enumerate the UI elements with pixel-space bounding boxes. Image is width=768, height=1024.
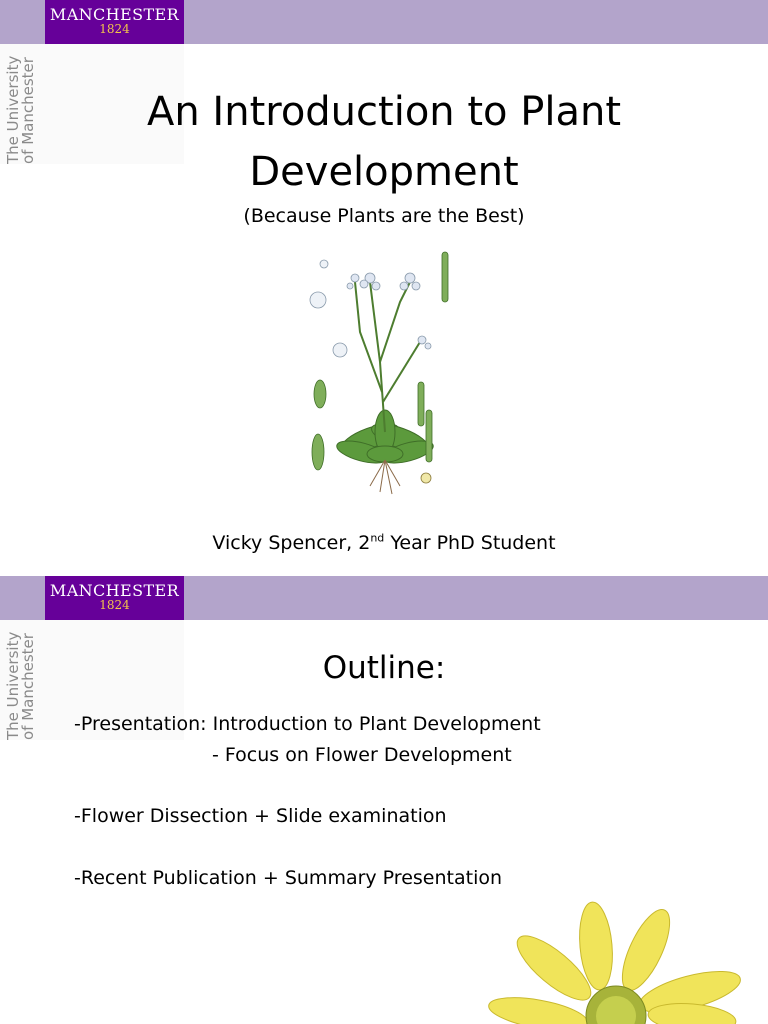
slide-2 (0, 576, 768, 1024)
university-line-1: The University (4, 55, 22, 164)
logo-name: MANCHESTER (49, 5, 180, 24)
slide-title: An Introduction to Plant Development (146, 89, 622, 195)
logo-year: 1824 (99, 598, 130, 612)
yellow-flower-photo (470, 892, 768, 1024)
outline-subitem: - Focus on Flower Development (212, 744, 512, 766)
outline-item: -Presentation: Introduction to Plant Development (74, 713, 541, 735)
university-line-1: The University (4, 631, 22, 740)
outline-item: -Flower Dissection + Slide examination (74, 805, 447, 827)
university-wordmark (6, 44, 42, 164)
plant-illustration (300, 242, 480, 498)
manchester-logo (45, 0, 184, 44)
university-line-2: of Manchester (19, 633, 37, 740)
logo-name: MANCHESTER (49, 581, 180, 600)
logo-year: 1824 (99, 22, 130, 36)
author-name: Vicky Spencer, 2 (212, 532, 371, 554)
author-line (134, 532, 634, 554)
manchester-logo (45, 576, 184, 620)
author-role: Year PhD Student (384, 532, 556, 554)
author-ordinal: nd (370, 531, 385, 545)
slide-subtitle: (Because Plants are the Best) (243, 205, 525, 227)
outline-item: -Recent Publication + Summary Presentation (74, 867, 503, 889)
university-wordmark (6, 620, 42, 740)
outline-title: Outline: (322, 650, 446, 686)
university-line-2: of Manchester (19, 57, 37, 164)
